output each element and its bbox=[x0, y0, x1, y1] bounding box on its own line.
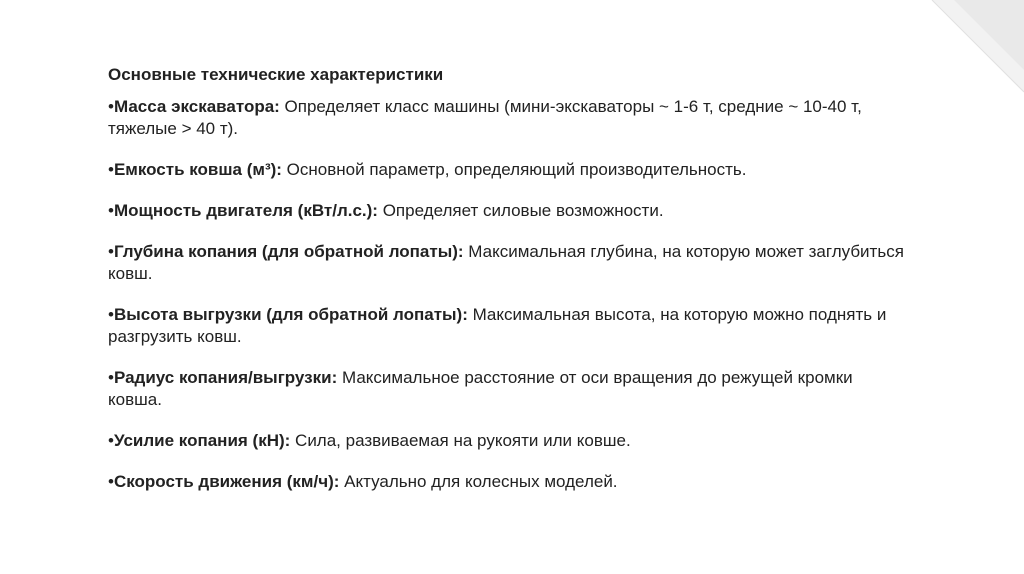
bullet: • bbox=[108, 242, 114, 261]
bullet: • bbox=[108, 431, 114, 450]
list-item-digging-force bbox=[108, 430, 908, 452]
page-curl-decoration bbox=[914, 0, 1024, 110]
list-item-mass bbox=[108, 96, 908, 140]
list-item-travel-speed bbox=[108, 471, 908, 493]
list-item-dump-height bbox=[108, 304, 908, 348]
item-text: Максимальная высота, на которую можно поднять и разгрузить ковш. bbox=[108, 305, 887, 346]
item-text: Максимальное расстояние от оси вращения до режущей кромки ковша. bbox=[108, 368, 853, 409]
item-term: Глубина копания (для обратной лопаты): bbox=[113, 242, 464, 261]
bullet: • bbox=[108, 368, 114, 387]
item-text: Определяет класс машины (мини-экскаваторы ~ 1-6 т, средние ~ 10-40 т, тяжелые > 40 т). bbox=[108, 97, 862, 138]
list-item-bucket-capacity bbox=[108, 159, 908, 181]
slide-content bbox=[108, 64, 908, 512]
item-text: Определяет силовые возможности. bbox=[377, 201, 664, 220]
list-item-engine-power bbox=[108, 200, 908, 222]
list-item-digging-radius bbox=[108, 367, 908, 411]
item-term: Мощность двигателя (кВт/л.с.): bbox=[113, 201, 378, 220]
bullet: • bbox=[108, 160, 114, 179]
slide-heading: Основные технические характеристики bbox=[108, 65, 444, 84]
item-term: Емкость ковша (м³): bbox=[113, 160, 282, 179]
item-text: Основной параметр, определяющий производительность. bbox=[281, 160, 747, 179]
bullet: • bbox=[108, 472, 114, 491]
item-text: Актуально для колесных моделей. bbox=[339, 472, 618, 491]
bullet: • bbox=[108, 201, 114, 220]
item-term: Скорость движения (км/ч): bbox=[113, 472, 340, 491]
item-text: Сила, развиваемая на рукояти или ковше. bbox=[290, 431, 631, 450]
item-term: Масса экскаватора: bbox=[113, 97, 280, 116]
bullet: • bbox=[108, 97, 114, 116]
item-term: Радиус копания/выгрузки: bbox=[113, 368, 338, 387]
item-term: Высота выгрузки (для обратной лопаты): bbox=[113, 305, 468, 324]
item-term: Усилие копания (кН): bbox=[113, 431, 291, 450]
item-text: Максимальная глубина, на которую может заглубиться ковш. bbox=[108, 242, 904, 283]
bullet: • bbox=[108, 305, 114, 324]
list-item-digging-depth bbox=[108, 241, 908, 285]
